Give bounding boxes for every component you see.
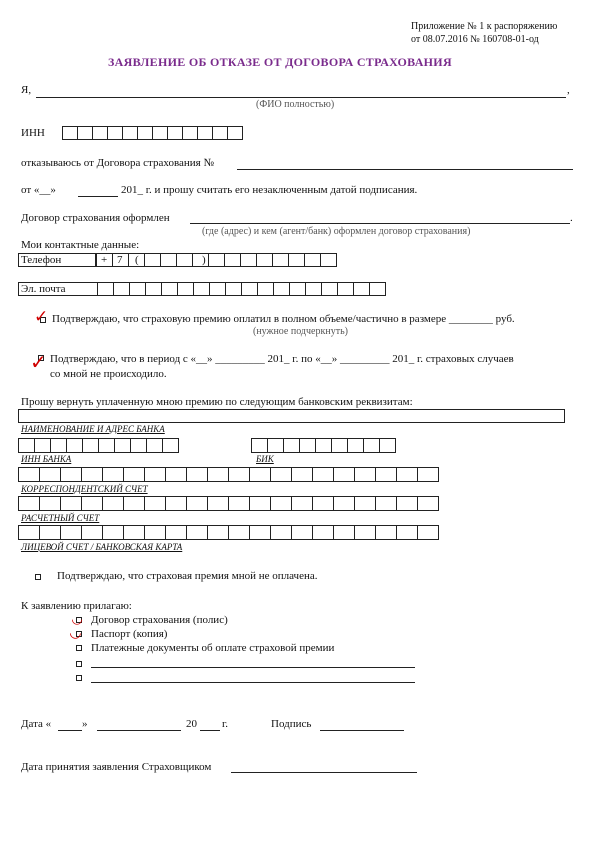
input-cell[interactable] [289,282,306,296]
input-cell[interactable] [224,253,241,267]
input-cell[interactable] [123,525,145,540]
input-cell[interactable] [299,438,316,453]
signature-label: Подпись [271,718,312,730]
email-cells[interactable] [97,282,385,296]
input-cell[interactable] [347,438,364,453]
input-cell[interactable] [50,438,67,453]
attachment-extra-2-line[interactable] [91,682,415,683]
input-cell[interactable] [39,496,61,511]
input-cell[interactable] [228,525,250,540]
contract-number-line[interactable] [237,169,573,170]
contract-year-text: 201_ г. и прошу считать его незаключенным датой подписания. [121,184,418,196]
input-cell[interactable] [60,467,82,482]
phone-code: 7 [117,254,123,266]
not-paid-checkbox[interactable] [35,574,41,580]
account-label: РАСЧЕТНЫЙ СЧЕТ [21,513,100,523]
input-cell[interactable] [161,282,178,296]
input-cell[interactable] [417,496,439,511]
input-cell[interactable] [315,438,332,453]
input-cell[interactable] [18,496,40,511]
input-cell[interactable] [92,126,108,140]
input-cell[interactable] [123,496,145,511]
attachment-passport-mark-icon: ◡ [70,625,81,641]
input-cell[interactable] [379,438,396,453]
date-prefix: Дата « [21,718,52,730]
bank-name-field[interactable] [18,409,565,423]
input-cell[interactable] [193,282,210,296]
input-cell[interactable] [177,282,194,296]
input-cell[interactable] [270,467,292,482]
input-cell[interactable] [77,126,93,140]
fio-comma: , [567,84,570,96]
input-cell[interactable] [267,438,284,453]
attachment-extra-2-checkbox[interactable] [76,675,82,681]
input-cell[interactable] [192,253,209,267]
input-cell[interactable] [34,438,51,453]
input-cell[interactable] [137,126,153,140]
confirm-paid-checkmark-icon: ✓ [34,307,49,327]
confirm-no-claims-line1: Подтверждаю, что в период с «__» _________ 201_ г. по «__» _________ 201_ г. страховых случаев [50,353,514,365]
bank-inn-cells[interactable] [18,438,178,453]
contract-date-prefix: от «__» [21,184,56,196]
input-cell[interactable] [396,525,418,540]
input-cell[interactable] [375,525,397,540]
fio-hint: (ФИО полностью) [256,99,335,110]
input-cell[interactable] [240,253,257,267]
input-cell[interactable] [176,253,193,267]
input-cell[interactable] [228,467,250,482]
input-cell[interactable] [354,525,376,540]
contacts-title: Мои контактные данные: [21,239,140,251]
input-cell[interactable] [291,467,313,482]
input-cell[interactable] [417,467,439,482]
confirm-no-claims-checkmark-icon: ✓ [30,350,47,374]
corr-account-cells[interactable] [18,467,438,482]
input-cell[interactable] [114,438,131,453]
input-cell[interactable] [256,253,273,267]
issued-hint: (где (адрес) и кем (агент/банк) оформлен договор страхования) [202,226,471,237]
account-cells[interactable] [18,496,438,511]
input-cell[interactable] [207,467,229,482]
personal-account-label: ЛИЦЕВОЙ СЧЕТ / БАНКОВСКАЯ КАРТА [21,542,183,552]
refuse-text: отказываюсь от Договора страхования № [21,157,214,169]
input-cell[interactable] [98,438,115,453]
input-cell[interactable] [107,126,123,140]
issued-label: Договор страхования оформлен [21,212,170,224]
confirm-no-claims-line2: со мной не происходило. [50,368,167,380]
input-cell[interactable] [39,525,61,540]
inn-cells[interactable] [62,126,242,140]
input-cell[interactable] [291,496,313,511]
confirm-paid-text: Подтверждаю, что страховую премию оплатил в полном объеме/частично в размере ________ руб. [52,313,515,325]
input-cell[interactable] [396,496,418,511]
input-cell[interactable] [375,496,397,511]
input-cell[interactable] [305,282,322,296]
input-cell[interactable] [197,126,213,140]
email-label: Эл. почта [21,283,66,295]
input-cell[interactable] [186,467,208,482]
confirm-paid-hint: (нужное подчеркнуть) [253,326,348,337]
input-cell[interactable] [333,467,355,482]
input-cell[interactable] [225,282,242,296]
input-cell[interactable] [257,282,274,296]
input-cell[interactable] [207,496,229,511]
input-cell[interactable] [162,438,179,453]
input-cell[interactable] [60,525,82,540]
attachment-extra-1-checkbox[interactable] [76,661,82,667]
input-cell[interactable] [321,282,338,296]
input-cell[interactable] [129,282,146,296]
input-cell[interactable] [304,253,321,267]
input-cell[interactable] [123,467,145,482]
input-cell[interactable] [182,126,198,140]
input-cell[interactable] [241,282,258,296]
bik-cells[interactable] [251,438,395,453]
input-cell[interactable] [249,525,271,540]
appendix-line-1: Приложение № 1 к распоряжению [411,21,558,32]
input-cell[interactable] [375,467,397,482]
contract-month-line[interactable] [78,196,118,197]
appendix-line-2: от 08.07.2016 № 160708-01-од [411,34,539,45]
input-cell[interactable] [228,496,250,511]
date-year-line[interactable] [200,730,220,731]
input-cell[interactable] [113,282,130,296]
attachment-payment-text: Платежные документы об оплате страховой премии [91,642,335,654]
input-cell[interactable] [312,496,334,511]
input-cell[interactable] [312,525,334,540]
input-cell[interactable] [81,525,103,540]
input-cell[interactable] [212,126,228,140]
fio-line[interactable] [36,97,566,98]
date-mid: » [82,718,88,730]
input-cell[interactable] [417,525,439,540]
input-cell[interactable] [207,525,229,540]
input-cell[interactable] [152,126,168,140]
input-cell[interactable] [288,253,305,267]
document-title: ЗАЯВЛЕНИЕ ОБ ОТКАЗЕ ОТ ДОГОВОРА СТРАХОВАНИЯ [108,55,452,69]
input-cell[interactable] [354,467,376,482]
bik-label: БИК [256,454,274,464]
phone-paren-open: ( [135,254,139,266]
input-cell[interactable] [122,126,138,140]
input-cell[interactable] [97,282,114,296]
input-cell[interactable] [283,438,300,453]
date-month-line[interactable] [97,730,181,731]
acceptance-date-line[interactable] [231,772,417,773]
input-cell[interactable] [353,282,370,296]
input-cell[interactable] [249,496,271,511]
bank-name-label: НАИМЕНОВАНИЕ И АДРЕС БАНКА [21,424,165,434]
input-cell[interactable] [186,496,208,511]
attachment-policy-mark-icon: ◡ [72,612,82,627]
input-cell[interactable] [167,126,183,140]
input-cell[interactable] [39,467,61,482]
input-cell[interactable] [145,282,162,296]
input-cell[interactable] [333,525,355,540]
input-cell[interactable] [144,496,166,511]
input-cell[interactable] [331,438,348,453]
year-prefix: 20 [186,718,197,730]
issued-end: . [570,212,573,224]
not-paid-text: Подтверждаю, что страховая премия мной не оплачена. [57,570,318,582]
input-cell[interactable] [291,525,313,540]
input-cell[interactable] [144,525,166,540]
input-cell[interactable] [82,438,99,453]
input-cell[interactable] [62,126,78,140]
input-cell[interactable] [81,496,103,511]
attachment-passport-text: Паспорт (копия) [91,628,168,640]
input-cell[interactable] [66,438,83,453]
input-cell[interactable] [363,438,380,453]
input-cell[interactable] [337,282,354,296]
input-cell[interactable] [165,496,187,511]
bank-intro: Прошу вернуть уплаченную мною премию по следующим банковским реквизитам: [21,396,413,408]
input-cell[interactable] [312,467,334,482]
input-cell[interactable] [18,467,40,482]
input-cell[interactable] [369,282,386,296]
issued-line[interactable] [190,223,570,224]
attachment-policy-text: Договор страхования (полис) [91,614,228,626]
inn-label: ИНН [21,127,45,139]
input-cell[interactable] [270,496,292,511]
input-cell[interactable] [18,438,35,453]
input-cell[interactable] [130,438,147,453]
input-cell[interactable] [102,525,124,540]
input-cell[interactable] [102,496,124,511]
acceptance-label: Дата принятия заявления Страховщиком [21,761,212,773]
input-cell[interactable] [320,253,337,267]
input-cell[interactable] [165,467,187,482]
phone-cells[interactable] [96,253,336,267]
input-cell[interactable] [144,253,161,267]
attachments-title: К заявлению прилагаю: [21,600,132,612]
input-cell[interactable] [209,282,226,296]
attachment-extra-1-line[interactable] [91,667,415,668]
phone-plus: + [101,254,108,266]
input-cell[interactable] [249,467,271,482]
input-cell[interactable] [18,525,40,540]
input-cell[interactable] [146,438,163,453]
input-cell[interactable] [144,467,166,482]
input-cell[interactable] [333,496,355,511]
input-cell[interactable] [396,467,418,482]
year-suffix: г. [222,718,229,730]
date-day-line[interactable] [58,730,82,731]
bank-inn-label: ИНН БАНКА [21,454,72,464]
phone-paren-close: ) [202,254,206,266]
input-cell[interactable] [208,253,225,267]
input-cell[interactable] [60,496,82,511]
input-cell[interactable] [81,467,103,482]
personal-account-cells[interactable] [18,525,438,540]
input-cell[interactable] [270,525,292,540]
corr-account-label: КОРРЕСПОНДЕНТСКИЙ СЧЕТ [21,484,148,494]
input-cell[interactable] [272,253,289,267]
attachment-payment-checkbox[interactable] [76,645,82,651]
input-cell[interactable] [165,525,187,540]
ya-label: Я, [21,84,32,96]
signature-line[interactable] [320,730,404,731]
input-cell[interactable] [251,438,268,453]
input-cell[interactable] [102,467,124,482]
input-cell[interactable] [186,525,208,540]
input-cell[interactable] [354,496,376,511]
input-cell[interactable] [273,282,290,296]
input-cell[interactable] [227,126,243,140]
phone-label: Телефон [21,254,62,266]
input-cell[interactable] [160,253,177,267]
